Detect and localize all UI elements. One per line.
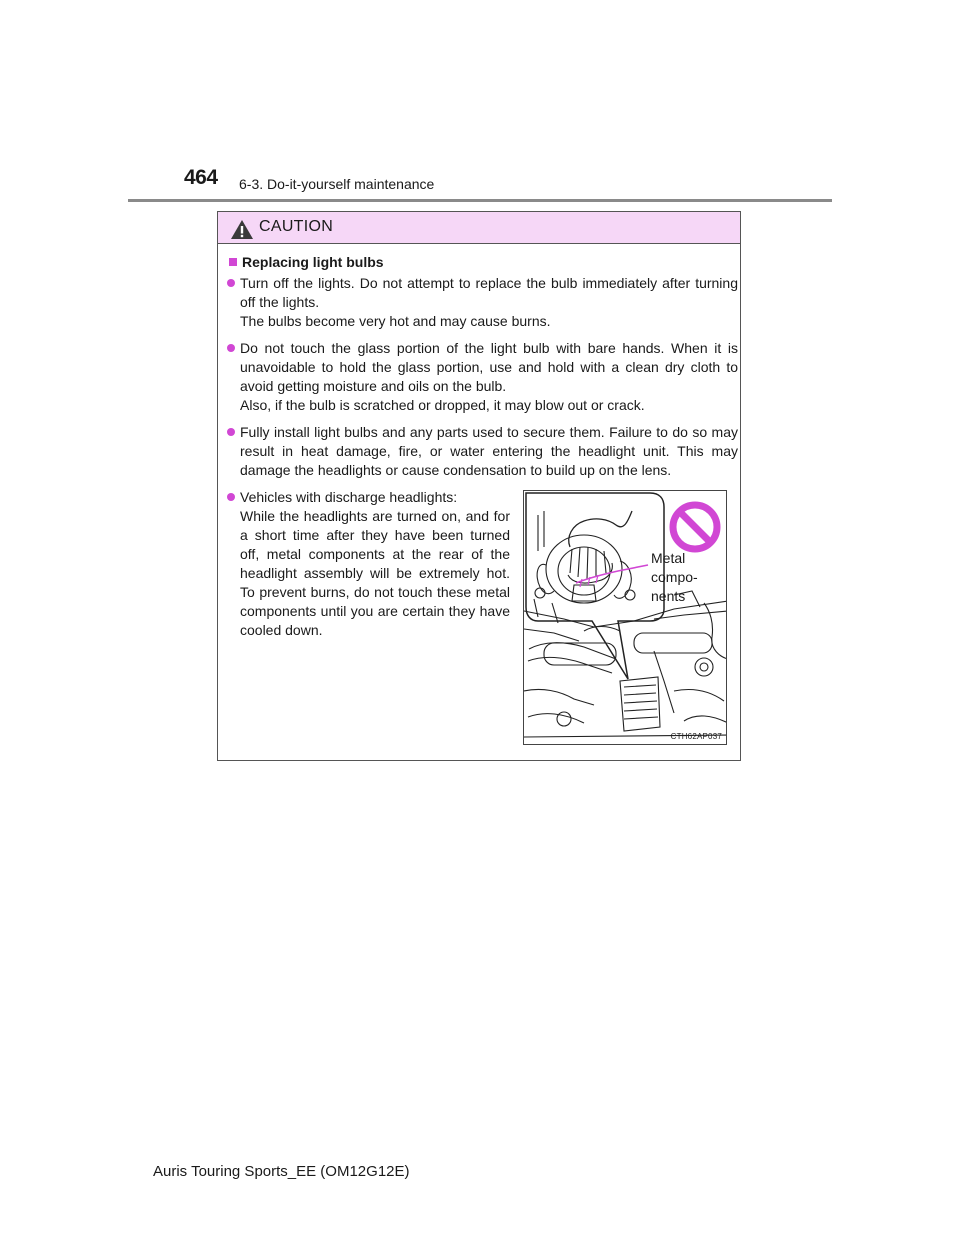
caution-label: CAUTION	[259, 218, 334, 235]
figure-code: CTH62AP037	[670, 732, 722, 741]
bullet-item	[240, 423, 738, 480]
prohibition-icon	[673, 505, 717, 549]
warning-triangle-icon	[230, 219, 254, 240]
bullet-item	[240, 274, 738, 331]
section-title: 6-3. Do-it-yourself maintenance	[239, 176, 435, 192]
bullet-dot-icon	[227, 344, 235, 352]
caution-header	[218, 212, 740, 244]
figure-label	[651, 549, 698, 606]
square-bullet-icon	[229, 258, 237, 266]
figure-label-line: Metal	[651, 550, 686, 566]
bullet-dot-icon	[227, 428, 235, 436]
caution-heading-text: Replacing light bulbs	[242, 254, 384, 270]
bullet-dot-icon	[227, 493, 235, 501]
headlight-illustration	[524, 491, 727, 745]
bullet-item	[240, 488, 510, 640]
bullet-dot-icon	[227, 279, 235, 287]
bullet-text: Also, if the bulb is scratched or dropped, it may blow out or crack.	[240, 397, 645, 413]
bullet-text: While the headlights are turned on, and for a short time after they have been turned off, metal components at the rear of the headlight assembly will be extremely hot. To prevent burns, do not touch these metal components until you are certain they have cooled down.	[240, 508, 510, 638]
header-rule	[128, 199, 832, 202]
footer-text: Auris Touring Sports_EE (OM12G12E)	[153, 1163, 410, 1180]
figure-label-line: nents	[651, 588, 686, 604]
figure-label-line: compo-	[651, 569, 698, 585]
bullet-item	[240, 339, 738, 415]
bullet-text: Fully install light bulbs and any parts used to secure them. Failure to do so may result in heat damage, fire, or water entering the headlight unit. This may damage the headlights or cause condensation to build up on the lens.	[240, 424, 738, 478]
caution-heading	[229, 254, 384, 270]
bullet-text: The bulbs become very hot and may cause burns.	[240, 313, 551, 329]
bullet-text: Vehicles with discharge headlights:	[240, 489, 458, 505]
bullet-text: Turn off the lights. Do not attempt to replace the bulb immediately after turning off the lights.	[240, 275, 738, 310]
headlight-figure	[523, 490, 727, 745]
bullet-text: Do not touch the glass portion of the light bulb with bare hands. When it is unavoidable to hold the glass portion, use and hold with a clean dry cloth to avoid getting moisture and oils on the bulb.	[240, 340, 738, 394]
caution-box	[217, 211, 741, 761]
page-number: 464	[184, 166, 218, 189]
